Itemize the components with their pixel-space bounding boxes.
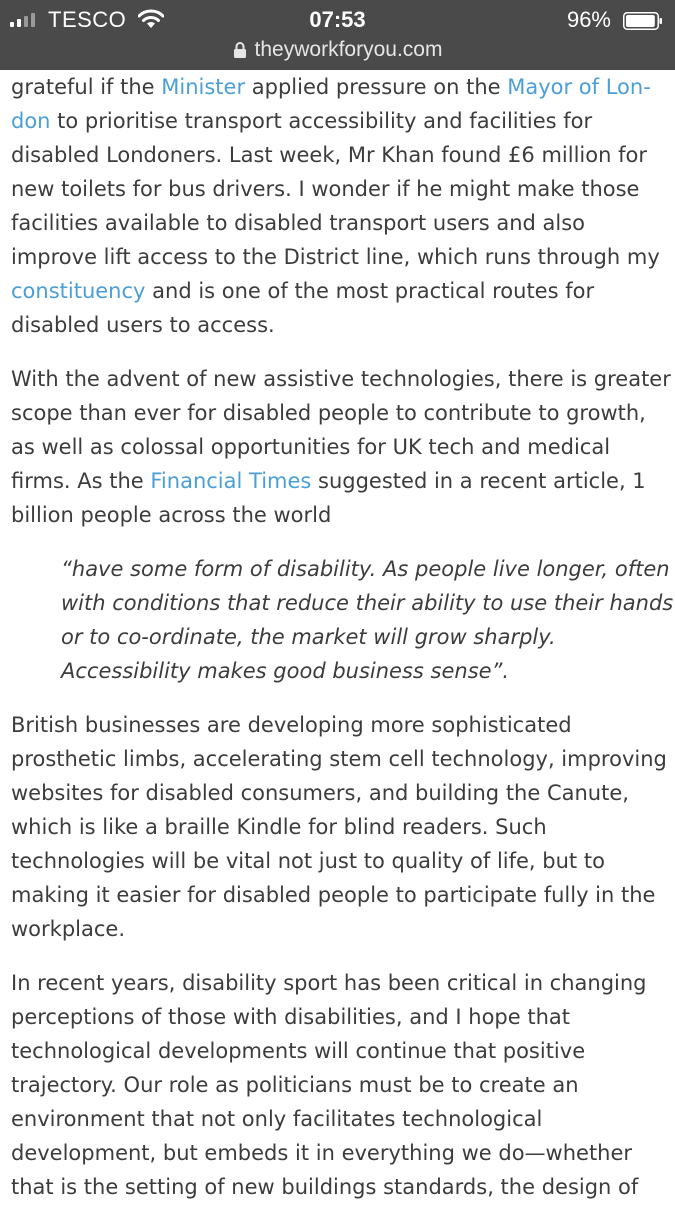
- quote-line: Accessibility makes good business sense”.: [61, 659, 510, 683]
- clock-time: 07:53: [309, 7, 366, 32]
- text-line: In recent years, disability sport has been critical in changing: [11, 971, 647, 995]
- text-line: billion people across the world: [11, 503, 332, 527]
- text-line: technologies will be vital not just to quality of life, but to: [11, 849, 605, 873]
- text-line: disabled users to access.: [11, 313, 275, 337]
- quote-line: “have some form of disability. As people live longer, often: [61, 557, 670, 581]
- text-line: facilities available to disabled transport users and also: [11, 211, 586, 235]
- text-line: technological developments will continue that positive: [11, 1039, 586, 1063]
- paragraph-2: [11, 362, 671, 532]
- text-line: With the advent of new assistive technologies, there is greater: [11, 367, 671, 391]
- text-line: disabled Londoners. Last week, Mr Khan found £6 million for: [11, 143, 647, 167]
- link-financial-times[interactable]: Financial Times: [150, 469, 312, 493]
- url-text: theyworkforyou.com: [254, 38, 443, 61]
- text-line: trajectory. Our role as politicians must be to create an: [11, 1073, 579, 1097]
- quote-line: or to co-ordinate, the market will grow sharply.: [61, 625, 556, 649]
- text-line: workplace.: [11, 917, 125, 941]
- carrier-name: TESCO: [48, 7, 127, 32]
- text-line: British businesses are developing more sophisticated: [11, 713, 572, 737]
- text-line: prosthetic limbs, accelerating stem cell technology, improving: [11, 747, 667, 771]
- status-row: [0, 4, 675, 34]
- text: applied pressure on the: [245, 75, 508, 99]
- text: and is one of the most practical routes for: [145, 279, 595, 303]
- text: firms. As the: [11, 469, 151, 493]
- article-body: [11, 70, 674, 1224]
- quotation: [61, 552, 674, 688]
- link-mayor-of-london[interactable]: Mayor of Lon-: [507, 75, 651, 99]
- text-line: that is the setting of new buildings standards, the design of: [11, 1175, 639, 1199]
- text: grateful if the: [11, 75, 162, 99]
- text-line: improve lift access to the District line, which runs through my: [11, 245, 660, 269]
- address-bar[interactable]: [0, 36, 675, 64]
- link-minister[interactable]: Minister: [161, 75, 246, 99]
- quote-line: with conditions that reduce their ability to use their hands: [61, 591, 674, 615]
- status-bar: [0, 0, 675, 70]
- lock-icon: [233, 41, 247, 59]
- paragraph-1: [11, 70, 661, 342]
- text-line: perceptions of those with disabilities, and I hope that: [11, 1005, 571, 1029]
- link-constituency[interactable]: constituency: [11, 279, 146, 303]
- text-line: environment that not only facilitates technological: [11, 1107, 543, 1131]
- text-line: websites for disabled consumers, and building the Canute,: [11, 781, 629, 805]
- text: suggested in a recent article, 1: [311, 469, 646, 493]
- text-line: new toilets for bus drivers. I wonder if he might make those: [11, 177, 640, 201]
- battery-icon: [623, 12, 663, 30]
- paragraph-3: [11, 708, 667, 946]
- paragraph-4: [11, 966, 661, 1204]
- text-line: which is like a braille Kindle for blind readers. Such: [11, 815, 547, 839]
- link-mayor-of-london-cont[interactable]: don: [11, 109, 51, 133]
- text-line: development, but embeds it in everything we do—whether: [11, 1141, 633, 1165]
- text-line: scope than ever for disabled people to contribute to growth,: [11, 401, 646, 425]
- battery-percent: 96%: [566, 7, 611, 32]
- text: to prioritise transport accessibility and facilities for: [50, 109, 593, 133]
- text-line: making it easier for disabled people to participate fully in the: [11, 883, 656, 907]
- text-line: as well as colossal opportunities for UK tech and medical: [11, 435, 611, 459]
